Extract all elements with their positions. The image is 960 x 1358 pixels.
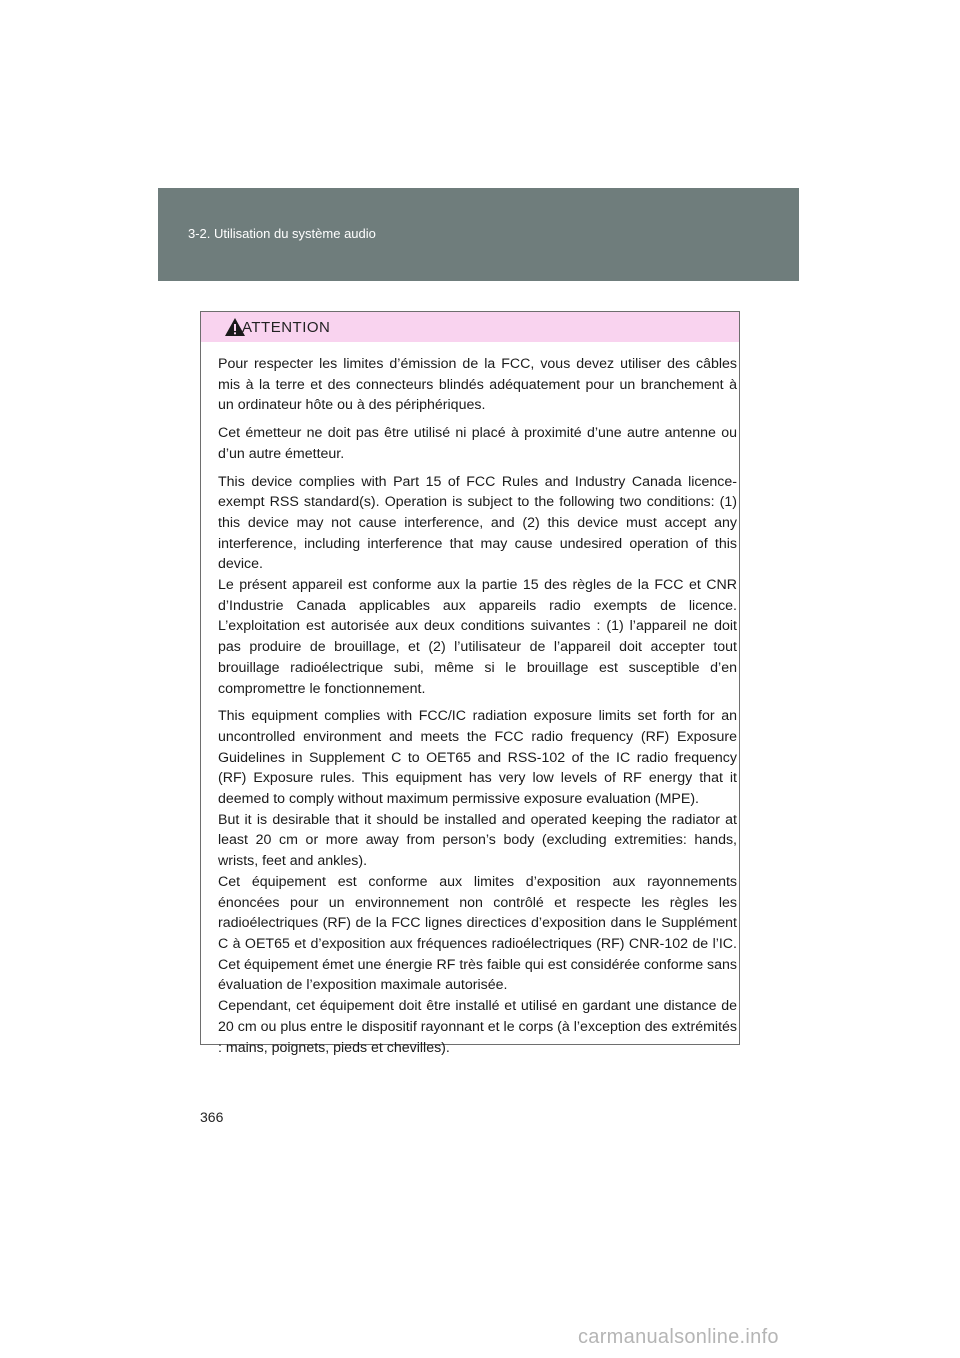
warning-paragraph: Cependant, cet équipement doit être installé et utilisé en gardant une distance de 20 cm ou plus entre le dispositif rayonnant et le corps (à l’exception des extrémités : mains, poignets, pieds et chevilles). [218, 998, 737, 1056]
warning-box [200, 311, 740, 1056]
warning-paragraph: But it is desirable that it should be installed and operated keeping the radiator at least 20 cm or more away from person’s body (excluding extremities: hands, wrists, feet and ankles). [218, 811, 737, 870]
warning-paragraph: This equipment complies with FCC/IC radiation exposure limits set forth for an uncontrolled environment and meets the FCC radio frequency (RF) Exposure Guidelines in Supplement C to OET65 and RSS-102 of the IC radio frequency (RF) Exposure rules. This equipment has very low levels of RF energy that it deemed to comply without maximum permissive exposure evaluation (MPE). [218, 708, 737, 808]
warning-label: ATTENTION [242, 319, 331, 336]
warning-paragraph: Cet équipement est conforme aux limites d’exposition aux rayonnements énoncées pour un environnement non contrôlé et respecte les règles les radioélectriques (RF) de la FCC lignes directices d’exposition dans le Supplément C à OET65 et d’exposition aux fréquences radioélectriques (RF) CNR-102 de l’IC. Cet équipement émet une énergie RF très faible qui est considérée conforme sans évaluation de l’exposition maximale autorisée. [218, 873, 737, 994]
warning-paragraph: This device complies with Part 15 of FCC Rules and Industry Canada licence-exempt RSS standard(s). Operation is subject to the following two conditions: (1) this device may not cause interference, and (2) this device must accept any interference, including interference that may cause undesired operation of this device. [218, 473, 737, 573]
warning-paragraph: Le présent appareil est conforme aux la partie 15 des règles de la FCC et CNR d’Industrie Canada applicables aux appareils radio exempts de licence. L’exploitation est autorisée aux deux conditions suivantes : (1) l’appareil ne doit pas produire de brouillage, et (2) l’utilisateur de l’appareil doit accepter tout brouillage radioélectrique subi, même si le brouillage est susceptible d’en compromettre le fonctionnement. [218, 577, 737, 697]
section-title: 3-2. Utilisation du système audio [188, 226, 376, 241]
warning-body [218, 354, 737, 1058]
page-number: 366 [200, 1109, 224, 1125]
warning-paragraph: Cet émetteur ne doit pas être utilisé ni placé à proximité d’une autre antenne ou d’un autre émetteur. [218, 425, 737, 462]
watermark: carmanualsonline.info [578, 1326, 779, 1348]
header-band [158, 188, 799, 281]
warning-paragraph: Pour respecter les limites d’émission de la FCC, vous devez utiliser des câbles mis à la terre et des connecteurs blindés adéquatement pour un branchement à un ordinateur hôte ou à des périphériques. [218, 356, 737, 414]
warning-header [201, 312, 739, 342]
